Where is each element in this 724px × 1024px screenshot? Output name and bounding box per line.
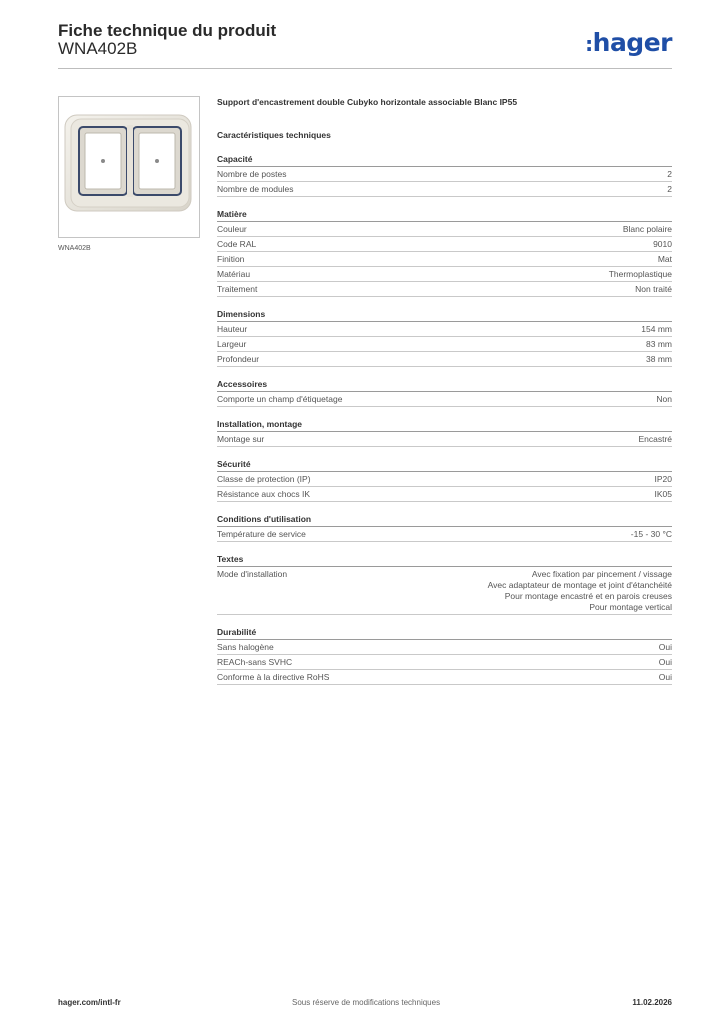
- section-title: Matière: [217, 208, 672, 222]
- spec-label: Code RAL: [217, 238, 257, 249]
- section-title: Textes: [217, 553, 672, 567]
- section-title: Conditions d'utilisation: [217, 513, 672, 527]
- section-title: Capacité: [217, 153, 672, 167]
- spec-label: Profondeur: [217, 353, 260, 364]
- spec-value: -15 - 30 °C: [630, 528, 672, 539]
- product-reference: WNA402B: [58, 39, 138, 58]
- section-title: Sécurité: [217, 458, 672, 472]
- footer-website: hager.com/intl-fr: [58, 998, 121, 1007]
- spec-value: Oui: [658, 656, 672, 667]
- spec-row: [217, 655, 672, 670]
- spec-label: Nombre de modules: [217, 183, 294, 194]
- spec-section: [217, 418, 672, 447]
- spec-value-list: [488, 569, 672, 613]
- product-image: [58, 96, 200, 238]
- spec-section: [217, 626, 672, 685]
- spec-content: [217, 96, 672, 685]
- footer-disclaimer: Sous réserve de modifications techniques: [292, 998, 441, 1007]
- spec-label: Matériau: [217, 268, 251, 279]
- spec-row: [217, 182, 672, 197]
- spec-row: [217, 237, 672, 252]
- spec-value: Mat: [657, 253, 672, 264]
- spec-value-line: Avec fixation par pincement / vissage: [531, 568, 672, 579]
- spec-value-line: Pour montage encastré et en parois creuses: [504, 590, 672, 601]
- spec-section: [217, 378, 672, 407]
- spec-section: [217, 458, 672, 502]
- spec-value: 154 mm: [641, 323, 672, 334]
- spec-section: [217, 208, 672, 297]
- spec-row: [217, 527, 672, 542]
- spec-label: Comporte un champ d'étiquetage: [217, 393, 343, 404]
- spec-value: 9010: [653, 238, 672, 249]
- spec-label: Classe de protection (IP): [217, 473, 311, 484]
- footer-date: 11.02.2026: [632, 998, 672, 1007]
- spec-row: [217, 267, 672, 282]
- hager-logo: :hager: [585, 28, 672, 57]
- spec-row: [217, 472, 672, 487]
- spec-label: Hauteur: [217, 323, 248, 334]
- spec-label: Résistance aux chocs IK: [217, 488, 311, 499]
- spec-row: [217, 670, 672, 685]
- spec-value: 38 mm: [646, 353, 672, 364]
- section-title: Dimensions: [217, 308, 672, 322]
- spec-label: Mode d'installation: [217, 568, 288, 579]
- spec-row: [217, 487, 672, 502]
- spec-row: [217, 167, 672, 182]
- spec-value: Oui: [658, 641, 672, 652]
- spec-label: Température de service: [217, 528, 306, 539]
- spec-section: [217, 153, 672, 197]
- spec-row: [217, 567, 672, 615]
- spec-row: [217, 640, 672, 655]
- page-title: Fiche technique du produit: [58, 21, 277, 40]
- spec-row: [217, 352, 672, 367]
- spec-value: Non: [656, 393, 672, 404]
- spec-label: Sans halogène: [217, 641, 274, 652]
- spec-label: Finition: [217, 253, 245, 264]
- spec-label: Nombre de postes: [217, 168, 287, 179]
- spec-value: Oui: [658, 671, 672, 682]
- spec-label: Conforme à la directive RoHS: [217, 671, 330, 682]
- spec-row: [217, 392, 672, 407]
- spec-value: Encastré: [638, 433, 672, 444]
- spec-label: Traitement: [217, 283, 258, 294]
- spec-row: [217, 432, 672, 447]
- spec-label: REACh-sans SVHC: [217, 656, 293, 667]
- spec-value: 2: [667, 183, 672, 194]
- logo-text: hager: [592, 28, 672, 57]
- spec-sections: [217, 153, 672, 685]
- spec-value: Thermoplastique: [608, 268, 672, 279]
- spec-value: Blanc polaire: [622, 223, 672, 234]
- spec-label: Montage sur: [217, 433, 265, 444]
- spec-section: [217, 308, 672, 367]
- spec-row: [217, 252, 672, 267]
- spec-value: IP20: [654, 473, 672, 484]
- spec-section: [217, 553, 672, 615]
- product-description: Support d'encastrement double Cubyko horizontale associable Blanc IP55: [217, 97, 518, 107]
- spec-row: [217, 337, 672, 352]
- spec-section: [217, 513, 672, 542]
- spec-row: [217, 282, 672, 297]
- product-photo-icon: [59, 97, 199, 237]
- section-title: Installation, montage: [217, 418, 672, 432]
- header-divider: [58, 68, 672, 69]
- spec-row: [217, 322, 672, 337]
- spec-value-line: Pour montage vertical: [589, 601, 672, 612]
- section-title: Accessoires: [217, 378, 672, 392]
- spec-row: [217, 222, 672, 237]
- spec-value-line: Avec adaptateur de montage et joint d'étanchéité: [487, 579, 672, 590]
- section-title: Durabilité: [217, 626, 672, 640]
- spec-value: 83 mm: [646, 338, 672, 349]
- spec-label: Largeur: [217, 338, 247, 349]
- spec-label: Couleur: [217, 223, 247, 234]
- spec-value: 2: [667, 168, 672, 179]
- spec-value: IK05: [654, 488, 672, 499]
- image-caption: WNA402B: [58, 245, 91, 252]
- spec-value: Non traité: [635, 283, 672, 294]
- tech-heading: Caractéristiques techniques: [217, 130, 331, 140]
